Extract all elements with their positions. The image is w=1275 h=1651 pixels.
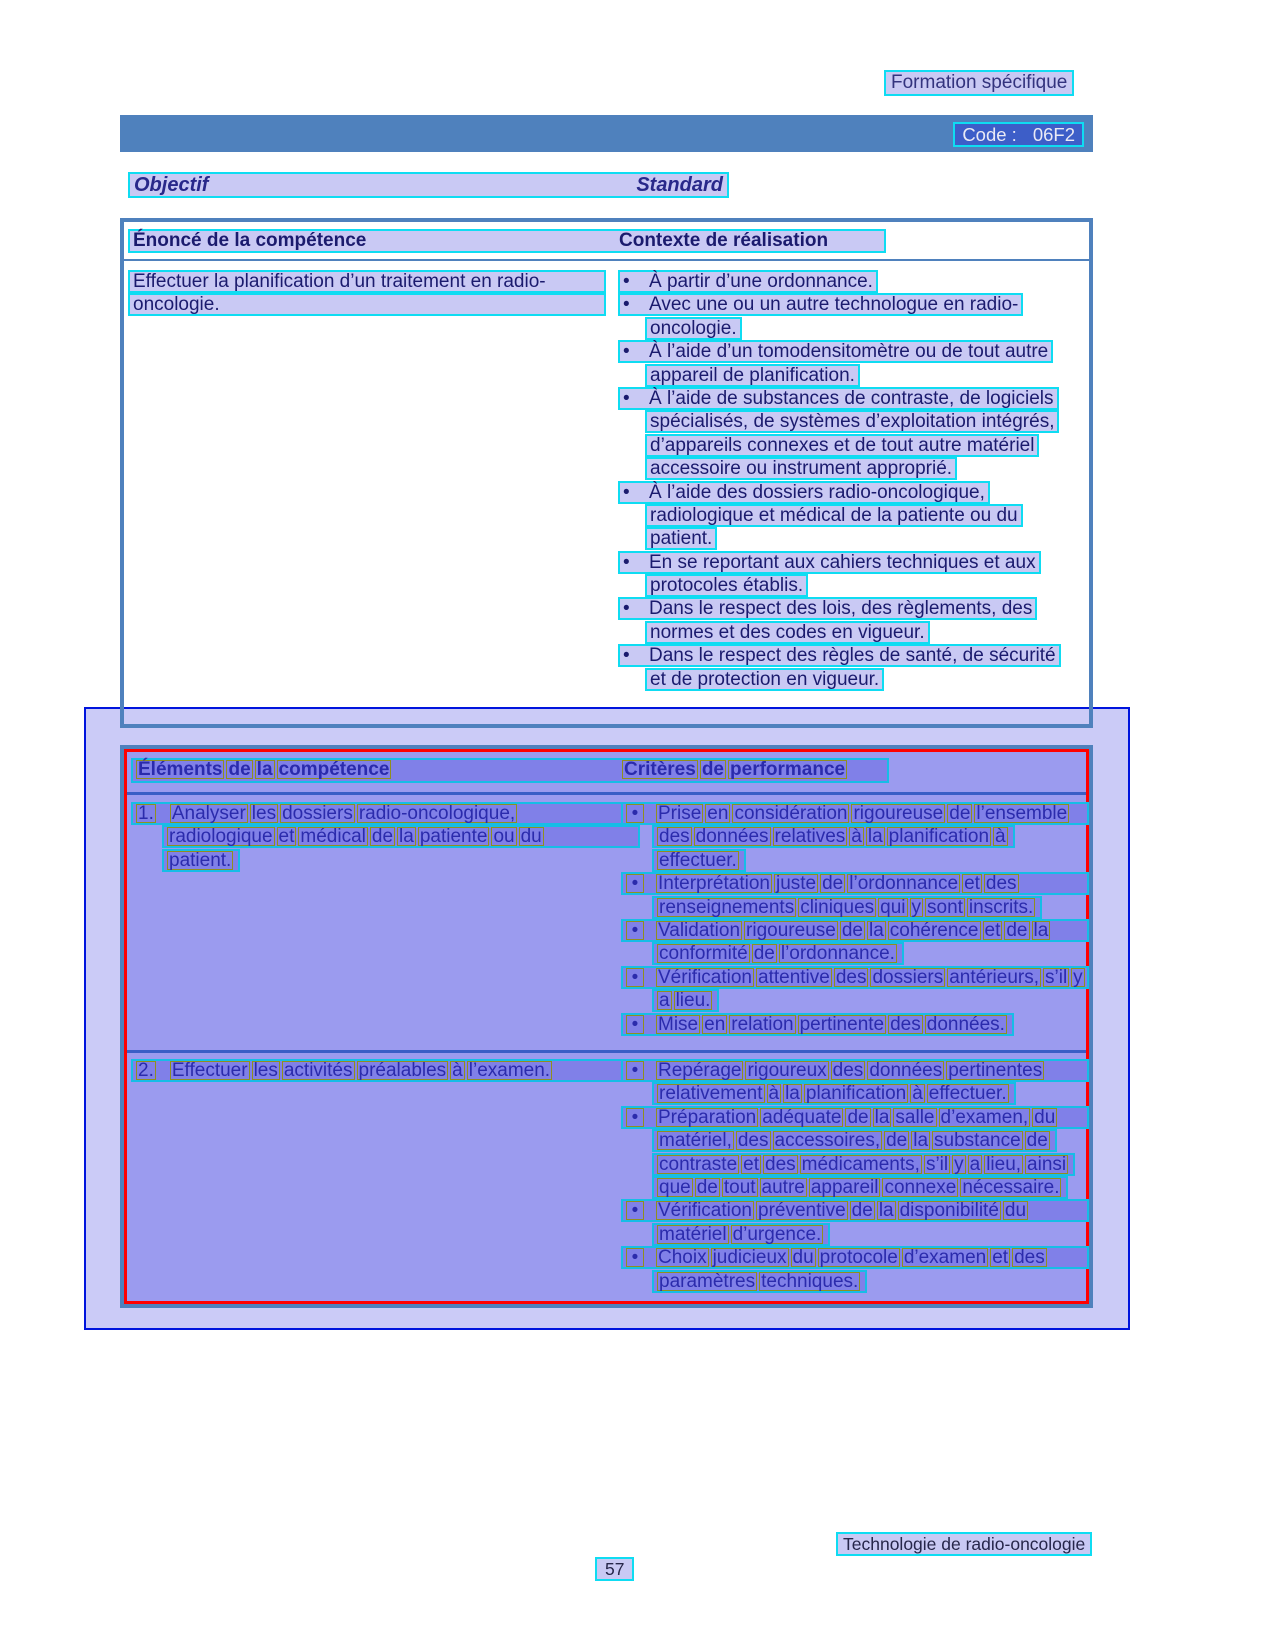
line-highlight <box>652 849 746 872</box>
word-box: nécessaire. <box>962 1176 1060 1198</box>
bullet-icon: • <box>623 387 630 409</box>
word-box: adéquate <box>762 1106 842 1128</box>
word-box: renseignements <box>659 896 795 918</box>
red-annotation-box <box>124 749 1089 1304</box>
code-label: Code : <box>962 124 1017 145</box>
text-line <box>618 410 1089 433</box>
line-highlight: • À l’aide de substances de contraste, de logiciels <box>618 387 1059 410</box>
word-box: à <box>768 1083 780 1105</box>
word-box: cliniques <box>800 896 875 918</box>
word-box: de <box>847 1106 869 1128</box>
word-box: Repérage <box>658 1060 742 1081</box>
line-highlight <box>652 989 719 1012</box>
text-line <box>621 1199 1089 1222</box>
word-box: de <box>371 826 394 848</box>
criteria-cell-1 <box>621 802 1089 1036</box>
word-box: effectuer. <box>659 849 737 871</box>
elements-table <box>120 745 1093 1308</box>
word-box: de <box>696 1176 718 1198</box>
competence-table <box>120 218 1093 728</box>
word-box: relation <box>731 1013 794 1035</box>
text-line <box>621 802 1089 825</box>
line-highlight <box>652 1270 867 1293</box>
code-value: 06F2 <box>1032 124 1075 145</box>
item-number: 2. <box>138 1060 154 1081</box>
line-highlight <box>621 1246 1089 1269</box>
line-highlight: spécialisés, de systèmes d’exploitation intégrés, <box>645 410 1059 433</box>
word-box: s’il <box>925 1153 949 1175</box>
line-highlight <box>621 1013 1014 1036</box>
line-highlight: radiologique et médical de la patiente ou du <box>645 504 1023 527</box>
word-box: dossiers <box>282 803 353 824</box>
table-row <box>127 795 1086 1053</box>
text-line <box>618 504 1089 527</box>
line-highlight <box>652 825 1015 848</box>
line-highlight: • À partir d’une ordonnance. <box>618 270 878 293</box>
word-box: la <box>256 759 273 780</box>
word-box: des <box>890 1013 921 1035</box>
bullet-icon: • <box>623 598 630 620</box>
word-box: autre <box>761 1176 805 1198</box>
word-box: planification <box>888 826 990 848</box>
word-box: de <box>228 759 251 780</box>
line-highlight <box>621 1059 1089 1082</box>
word-box: Analyser <box>171 803 246 824</box>
line-highlight: • Dans le respect des règles de santé, de sécurité <box>618 644 1061 667</box>
line-highlight: patient. <box>645 527 717 550</box>
element-cell-2 <box>131 1059 640 1082</box>
word-box: accessoires, <box>774 1130 881 1152</box>
bullet-icon: • <box>623 481 630 503</box>
bullet-icon: • <box>623 271 630 292</box>
line-highlight: • À l’aide des dossiers radio-oncologique, <box>618 481 990 504</box>
word-box: du <box>1034 1106 1056 1128</box>
page-header-label: Formation spécifique <box>884 70 1074 96</box>
text-line <box>618 457 1089 480</box>
word-box: des <box>835 966 867 988</box>
word-box: ainsi <box>1027 1153 1067 1175</box>
text-line <box>618 551 1089 574</box>
word-box: Mise <box>658 1013 699 1035</box>
text-line <box>621 1106 1089 1129</box>
bullet-icon: • <box>623 645 630 667</box>
word-box: données <box>695 826 769 848</box>
line-highlight <box>621 1106 1089 1129</box>
standard-label: Standard <box>636 173 723 196</box>
line-highlight <box>621 919 1089 942</box>
word-box: Interprétation <box>658 873 770 895</box>
word-box: patiente <box>419 826 488 848</box>
text-line <box>621 942 1089 965</box>
word-box: Critères <box>624 759 696 780</box>
word-box: juste <box>775 873 817 895</box>
line-highlight: oncologie. <box>645 317 742 340</box>
text-line <box>128 293 606 316</box>
word-box: préalables <box>358 1060 447 1081</box>
line-highlight: • Avec une ou un autre technologue en radio- <box>618 293 1023 316</box>
text-line <box>131 825 640 848</box>
footer-label: Technologie de radio-oncologie <box>836 1532 1092 1556</box>
text-line <box>618 481 1089 504</box>
word-box: radio-oncologique, <box>358 803 516 824</box>
word-box: de <box>886 1130 908 1152</box>
line-highlight <box>162 825 640 848</box>
bullet-icon: • <box>626 1061 644 1080</box>
text-line <box>621 1270 1089 1293</box>
word-box: la <box>913 1130 929 1152</box>
word-box: des <box>985 873 1017 895</box>
line-highlight: et de protection en vigueur. <box>645 668 884 691</box>
line-highlight: d’appareils connexes et de tout autre matériel <box>645 434 1039 457</box>
line-highlight: Effectuer la planification d’un traitement en radio- <box>128 270 606 293</box>
text-line <box>128 270 606 293</box>
bullet-icon: • <box>626 1248 644 1267</box>
word-box: y <box>954 1153 964 1175</box>
word-box: matériel, <box>659 1130 732 1152</box>
element-cell-1 <box>131 802 640 872</box>
word-box: et <box>984 919 1001 941</box>
objectif-label: Objectif <box>134 173 209 196</box>
word-box: sont <box>927 896 963 918</box>
text-line <box>621 1059 1089 1082</box>
line-highlight: appareil de planification. <box>645 364 860 387</box>
word-box: lieu. <box>675 990 711 1012</box>
line-highlight <box>621 1199 1089 1222</box>
word-box: de <box>1026 1130 1048 1152</box>
word-box: de <box>841 919 863 941</box>
col-criteres-header <box>622 760 849 779</box>
bullet-icon: • <box>626 1201 644 1220</box>
word-box: l’ordonnance <box>849 873 959 895</box>
text-line <box>621 896 1089 919</box>
word-box: l’examen. <box>468 1060 551 1081</box>
word-box: disponibilité <box>899 1200 999 1222</box>
word-box: la <box>399 826 414 848</box>
line-highlight <box>652 1223 830 1246</box>
text-line <box>618 434 1089 457</box>
competence-table-body <box>124 261 1089 724</box>
word-box: Prise <box>658 803 702 824</box>
word-box: que <box>659 1176 691 1198</box>
header-highlight <box>128 229 886 253</box>
text-line <box>621 989 1089 1012</box>
text-line <box>621 872 1089 895</box>
word-box: Validation <box>658 919 741 941</box>
bullet-icon: • <box>623 341 630 363</box>
word-box: la <box>785 1083 800 1105</box>
word-box: de <box>701 759 725 780</box>
word-box: de <box>1006 919 1028 941</box>
word-box: et <box>743 1153 760 1175</box>
word-box: à <box>452 1060 463 1081</box>
col-enonce-header: Énoncé de la compétence <box>133 230 367 251</box>
word-box: d’examen <box>903 1247 987 1269</box>
word-box: patient. <box>169 849 232 871</box>
word-box: l’ensemble <box>976 803 1068 824</box>
word-box: des <box>765 1153 796 1175</box>
bullet-icon: • <box>626 968 644 987</box>
bullet-icon: • <box>626 1108 644 1127</box>
word-box: les <box>251 803 277 824</box>
line-highlight <box>652 1129 1057 1152</box>
word-box: radiologique <box>169 826 273 848</box>
text-line <box>618 364 1089 387</box>
title-bar <box>120 115 1093 152</box>
text-line <box>621 919 1089 942</box>
word-box: l’ordonnance. <box>780 943 895 965</box>
word-box: et <box>992 1247 1009 1269</box>
word-box: préventive <box>758 1200 846 1222</box>
word-box: Choix <box>658 1247 707 1269</box>
word-box: Éléments <box>138 759 223 780</box>
word-box: rigoureuse <box>853 803 944 824</box>
item-number: 1. <box>138 803 154 824</box>
line-highlight <box>131 1059 640 1082</box>
word-box: a <box>659 990 670 1012</box>
word-box: cohérence <box>889 919 979 941</box>
word-box: à <box>912 1083 923 1105</box>
col-contexte-header: Contexte de réalisation <box>619 230 829 251</box>
word-box: de <box>851 1200 873 1222</box>
line-highlight: oncologie. <box>128 293 606 316</box>
text-line <box>618 621 1089 644</box>
word-box: protocole <box>819 1247 898 1269</box>
text-line <box>618 270 1089 293</box>
word-box: s’il <box>1045 966 1068 988</box>
word-box: la <box>867 826 883 848</box>
word-box: de <box>949 803 971 824</box>
word-box: données <box>869 1060 943 1081</box>
line-highlight: • En se reportant aux cahiers techniques et aux <box>618 551 1041 574</box>
page-number: 57 <box>595 1557 634 1581</box>
header-highlight <box>131 758 889 783</box>
line-highlight: • Dans le respect des lois, des règlements, des <box>618 597 1037 620</box>
word-box: rigoureux <box>747 1060 827 1081</box>
col-elements-header <box>136 759 393 780</box>
word-box: substance <box>934 1130 1021 1152</box>
word-box: compétence <box>278 759 390 780</box>
word-box: à <box>851 826 862 848</box>
text-line <box>621 1246 1089 1269</box>
word-box: dossiers <box>872 966 944 988</box>
word-box: Effectuer <box>171 1060 248 1081</box>
code-badge <box>953 122 1084 147</box>
word-box: de <box>822 873 844 895</box>
word-box: effectuer. <box>928 1083 1007 1105</box>
bullet-icon: • <box>626 921 644 940</box>
bullet-icon: • <box>626 1015 644 1034</box>
text-line <box>618 644 1089 667</box>
word-box: connexe <box>884 1176 957 1198</box>
word-box: relativement <box>659 1083 763 1105</box>
text-line <box>618 387 1089 410</box>
word-box: les <box>253 1060 278 1081</box>
line-highlight <box>131 802 640 825</box>
text-line <box>618 293 1089 316</box>
word-box: y <box>911 896 921 918</box>
word-box: activités <box>283 1060 353 1081</box>
text-line <box>621 1223 1089 1246</box>
bullet-icon: • <box>623 294 630 316</box>
text-line <box>618 574 1089 597</box>
text-line <box>621 966 1089 989</box>
word-box: à <box>995 826 1006 848</box>
context-cell <box>618 270 1089 691</box>
word-box: de <box>753 943 775 965</box>
competence-table-header <box>124 222 1089 261</box>
word-box: y <box>1073 966 1083 988</box>
word-box: médical <box>300 826 366 848</box>
word-box: tout <box>723 1176 756 1198</box>
criteria-cell-2 <box>621 1059 1089 1293</box>
word-box: Préparation <box>658 1106 757 1128</box>
word-box: des <box>737 1130 769 1152</box>
word-box: considération <box>734 803 848 824</box>
bullet-icon: • <box>626 804 644 823</box>
text-line <box>131 1059 640 1082</box>
line-highlight: accessoire ou instrument approprié. <box>645 457 957 480</box>
line-highlight <box>652 1153 1075 1176</box>
text-line <box>621 1176 1089 1199</box>
statement-cell <box>128 270 606 317</box>
word-box: et <box>278 826 295 848</box>
line-highlight <box>652 942 904 965</box>
line-highlight <box>162 849 240 872</box>
bullet-icon: • <box>626 874 644 893</box>
word-box: la <box>878 1200 894 1222</box>
text-line <box>621 1153 1089 1176</box>
word-box: attentive <box>758 966 830 988</box>
line-highlight: • À l’aide d’un tomodensitomètre ou de tout autre <box>618 340 1053 363</box>
word-box: du <box>1004 1200 1027 1222</box>
word-box: Vérification <box>658 1200 752 1222</box>
text-line <box>618 597 1089 620</box>
line-highlight <box>652 1176 1068 1199</box>
word-box: antérieurs, <box>949 966 1039 988</box>
word-box: relatives <box>774 826 846 848</box>
word-box: paramètres <box>659 1270 756 1292</box>
text-line <box>621 849 1089 872</box>
text-line <box>131 802 640 825</box>
word-box: d’examen, <box>940 1106 1029 1128</box>
word-box: inscrits. <box>968 896 1034 918</box>
word-box: pertinentes <box>948 1060 1043 1081</box>
word-box: pertinente <box>799 1013 885 1035</box>
elements-table-header <box>127 752 1086 795</box>
word-box: des <box>659 826 690 848</box>
word-box: la <box>874 1106 890 1128</box>
line-highlight <box>652 896 1042 919</box>
word-box: la <box>868 919 884 941</box>
text-line <box>621 825 1089 848</box>
word-box: planification <box>805 1083 907 1105</box>
word-box: Vérification <box>658 966 752 988</box>
text-line <box>618 527 1089 550</box>
word-box: du <box>520 826 542 848</box>
word-box: matériel <box>659 1223 727 1245</box>
text-line <box>618 340 1089 363</box>
word-box: a <box>969 1153 981 1175</box>
word-box: des <box>1014 1247 1045 1269</box>
word-box: contraste <box>659 1153 738 1175</box>
text-line <box>618 317 1089 340</box>
line-highlight <box>621 802 1089 825</box>
line-highlight <box>621 872 1089 895</box>
word-box: médicaments, <box>801 1153 920 1175</box>
word-box: des <box>832 1060 864 1081</box>
word-box: la <box>1033 919 1049 941</box>
text-line <box>621 1082 1089 1105</box>
line-highlight: normes et des codes en vigueur. <box>645 621 930 644</box>
word-box: en <box>707 803 729 824</box>
text-line <box>618 668 1089 691</box>
word-box: lieu, <box>986 1153 1022 1175</box>
line-highlight <box>652 1082 1016 1105</box>
text-line <box>621 1129 1089 1152</box>
word-box: performance <box>730 759 846 780</box>
line-highlight <box>621 966 1089 989</box>
word-box: techniques. <box>761 1270 859 1292</box>
word-box: d’urgence. <box>732 1223 822 1245</box>
word-box: judicieux <box>712 1247 787 1269</box>
word-box: conformité <box>659 943 748 965</box>
text-line <box>131 849 640 872</box>
word-box: données. <box>926 1013 1005 1035</box>
word-box: ou <box>493 826 515 848</box>
word-box: salle <box>895 1106 935 1128</box>
line-highlight: protocoles établis. <box>645 574 808 597</box>
word-box: du <box>792 1247 814 1269</box>
word-box: en <box>704 1013 726 1035</box>
table-row <box>127 1053 1086 1301</box>
bullet-icon: • <box>623 551 630 573</box>
word-box: qui <box>880 896 906 918</box>
word-box: rigoureuse <box>746 919 836 941</box>
objectif-standard-strip <box>128 172 729 198</box>
word-box: appareil <box>810 1176 879 1198</box>
word-box: et <box>964 873 980 895</box>
text-line <box>621 1013 1089 1036</box>
